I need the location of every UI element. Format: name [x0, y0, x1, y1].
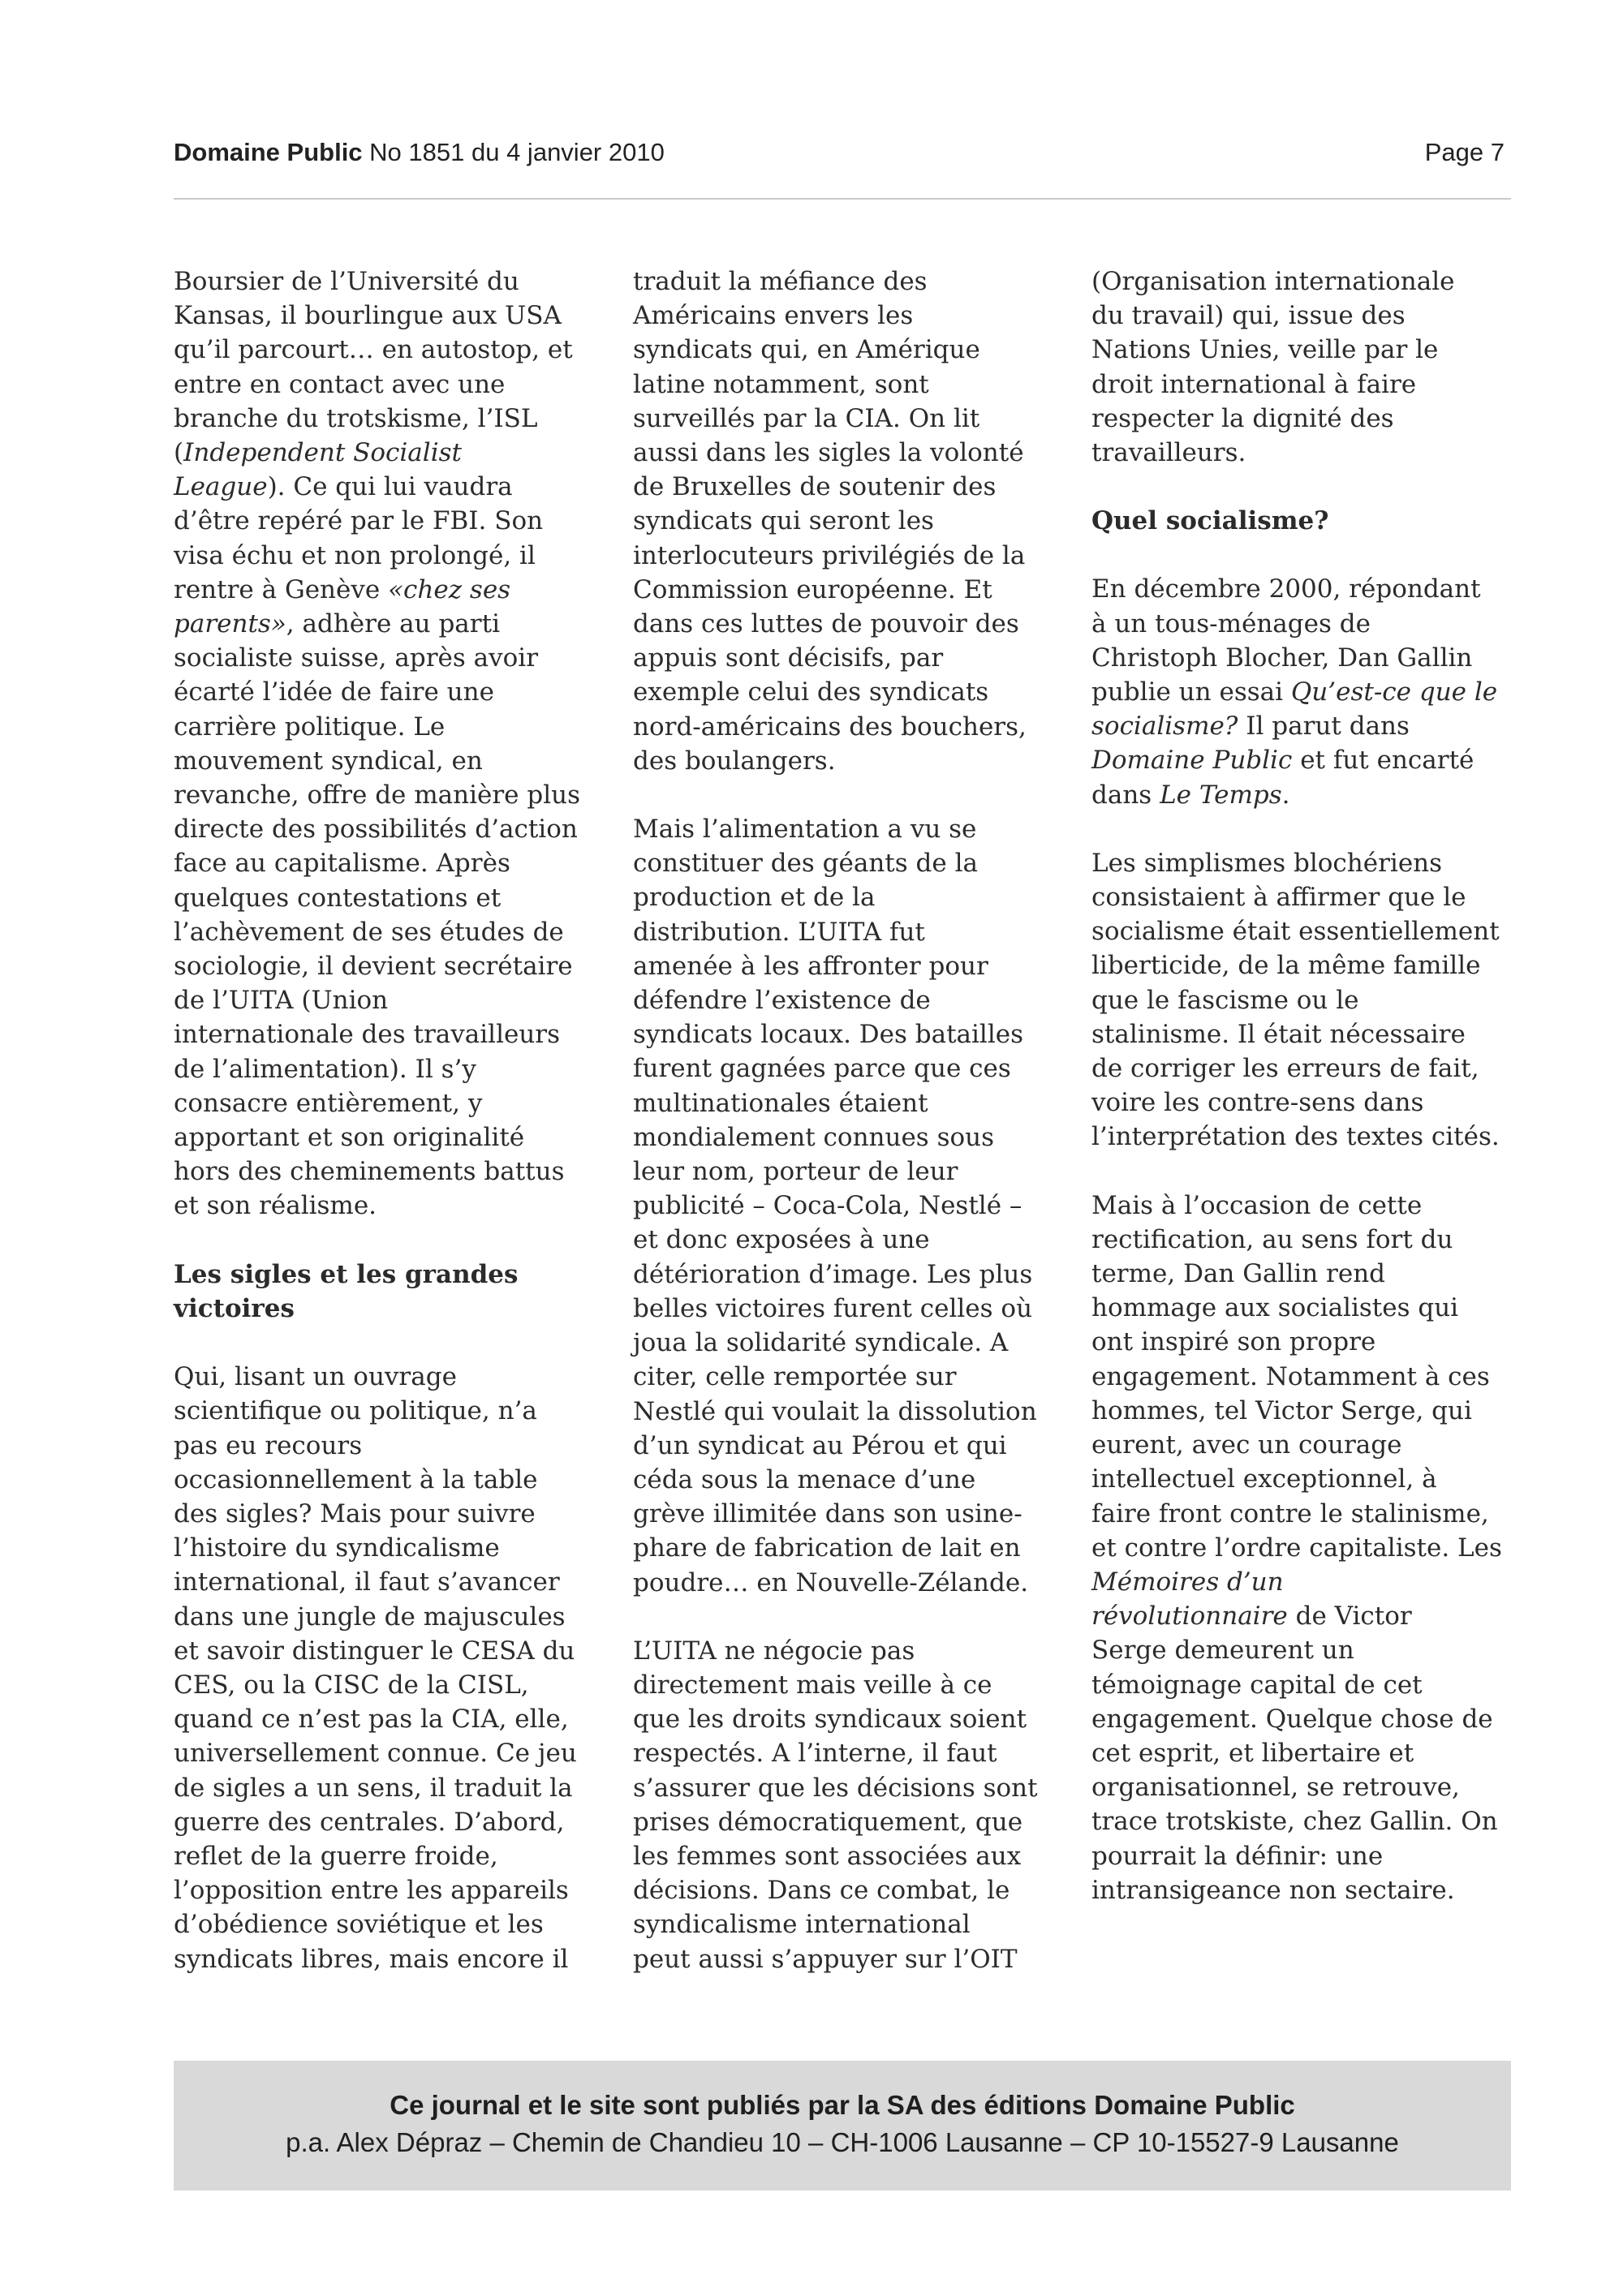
header-divider — [174, 198, 1511, 200]
column-3 — [1091, 264, 1530, 1907]
section-heading-socialisme: Quel socialisme? — [1091, 506, 1329, 536]
page-header — [174, 133, 1511, 172]
page-number: Page 7 — [1424, 138, 1505, 166]
paragraph: Qui, lisant un ouvrage scientifique ou politique, n’a pas eu recours occasionnellement à la table des sigles? Mais pour suivre l’histoire du syndicalisme international, il faut s’avancer dans une jungle de majuscules et savoir distinguer le CESA du CES, ou la CISC de la CISL, quand ce n’est pas la CIA, elle, universellement connue. Ce jeu de sigles a un sens, il traduit la guerre des centrales. D’abord, reflet de la guerre froide, l’opposition entre les appareils d’obédience soviétique et les syndicats libres, mais encore il — [174, 1362, 577, 1974]
publisher-footer — [174, 2061, 1511, 2191]
paragraph: L’UITA ne négocie pas directement mais veille à ce que les droits syndicaux soient respectés. A l’interne, il faut s’assurer que les décisions sont prises démocratiquement, que les femmes sont associées aux décisions. Dans ce combat, le syndicalisme international peut aussi s’appuyer sur l’OIT — [633, 1636, 1038, 1974]
paragraph: (Organisation internationale du travail) qui, issue des Nations Unies, veille par le droit international à faire respecter la dignité des travailleurs. — [1091, 267, 1455, 468]
paragraph: traduit la méfiance des Américains envers les syndicats qui, en Amérique latine notamment, sont surveillés par la CIA. On lit aussi dans les sigles la volonté de Bruxelles de soutenir des syndicats qui seront les interlocuteurs privilégiés de la Commission européenne. Et dans ces luttes de pouvoir des appuis sont décisifs, par exemple celui des syndicats nord-américains des bouchers, des boulangers. — [633, 267, 1027, 776]
section-heading-sigles: Les sigles et les grandes victoires — [174, 1259, 519, 1323]
paragraph: Boursier de l’Université du Kansas, il bourlingue aux USA qu’il parcourt… en autostop, et entre en contact avec une branche du trotskisme, l’ISL (Independent Socialist League). Ce qui lui vaudra d’être repéré par le FBI. Son visa échu et non prolongé, il rentre à Genève «chez ses parents», adhère au parti socialiste suisse, après avoir écarté l’idée de faire une carrière politique. Le mouvement syndical, en revanche, offre de manière plus directe des possibilités d’action face au capitalisme. Après quelques contestations et l’achèvement de ses études de sociologie, il devient secrétaire de l’UITA (Union internationale des travailleurs de l’alimentation). Il s’y consacre entièrement, y apportant et son originalité hors des cheminements battus et son réalisme. — [174, 267, 581, 1221]
footer-address: p.a. Alex Dépraz – Chemin de Chandieu 10 – CH-1006 Lausanne – CP 10-15527-9 Lausanne — [286, 2127, 1399, 2157]
publication-line — [174, 138, 665, 167]
issue-info: No 1851 du 4 janvier 2010 — [369, 138, 665, 166]
paragraph: En décembre 2000, répondant à un tous-ménages de Christoph Blocher, Dan Gallin publie un essai Qu’est-ce que le socialisme? Il parut dans Domaine Public et fut encarté dans Le Temps. — [1091, 574, 1498, 810]
paragraph: Mais à l’occasion de cette rectification, au sens fort du terme, Dan Gallin rend hommage aux socialistes qui ont inspiré son propre engagement. Notamment à ces hommes, tel Victor Serge, qui eurent, avec un courage intellectuel exceptionnel, à faire front contre le stalinisme, et contre l’ordre capitaliste. Les Mémoires d’un révolutionnaire de Victor Serge demeurent un témoignage capital de cet engagement. Quelque chose de cet esprit, et libertaire et organisationnel, se retrouve, trace trotskiste, chez Gallin. On pourrait la définir: une intransigeance non sectaire. — [1091, 1190, 1502, 1905]
paragraph: Mais l’alimentation a vu se constituer des géants de la production et de la distribution. L’UITA fut amenée à les affronter pour défendre l’existence de syndicats locaux. Des batailles furent gagnées parce que ces multinationales étaient mondialement connues sous leur nom, porteur de leur publicité – Coca-Cola, Nestlé – et donc exposées à une détérioration d’image. Les plus belles victoires furent celles où joua la solidarité syndicale. A citer, celle remportée sur Nestlé qui voulait la dissolution d’un syndicat au Pérou et qui céda sous la menace d’une grève illimitée dans son usine- phare de fabrication de lait en poudre… en Nouvelle-Zélande. — [633, 815, 1037, 1597]
column-2 — [633, 264, 1071, 1976]
paragraph: Les simplismes blochériens consistaient à affirmer que le socialisme était essentiellement liberticide, de la même famille que le fascisme ou le stalinisme. Il était nécessaire de corriger les erreurs de fait, voire les contre-sens dans l’interprétation des textes cités. — [1091, 848, 1500, 1152]
footer-title: Ce journal et le site sont publiés par la SA des éditions Domaine Public — [390, 2090, 1295, 2120]
column-1 — [174, 264, 612, 1976]
publication-name: Domaine Public — [174, 138, 363, 166]
